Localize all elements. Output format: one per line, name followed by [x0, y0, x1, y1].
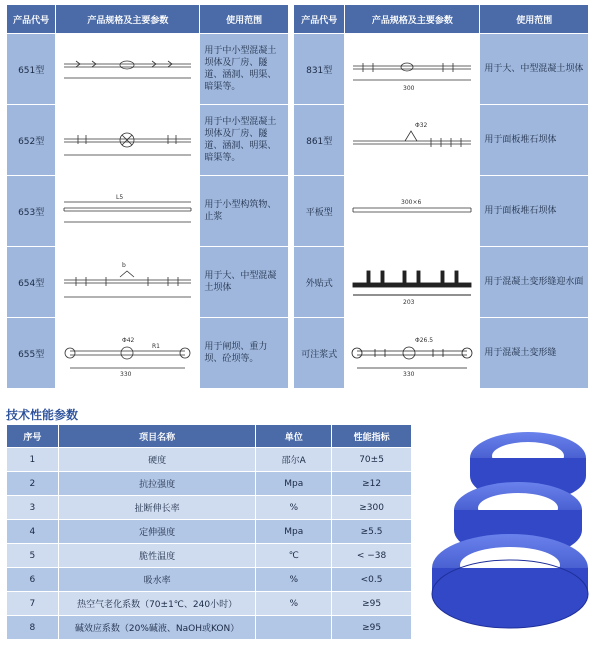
item-value: <0.5	[332, 568, 412, 592]
item-unit: %	[256, 592, 332, 616]
table-row	[294, 105, 589, 176]
table-row	[7, 247, 289, 318]
spec-drawing-flat	[345, 176, 480, 247]
table-row	[294, 34, 589, 105]
row-number: 2	[7, 472, 59, 496]
dim-label: Φ32	[415, 122, 428, 129]
table-row	[7, 34, 289, 105]
item-value: < −38	[332, 544, 412, 568]
table-row	[7, 568, 412, 592]
table-row	[7, 176, 289, 247]
section-title: 技术性能参数	[6, 408, 79, 422]
left-header-spec: 产品规格及主要参数	[56, 5, 200, 34]
item-unit: Mpa	[256, 520, 332, 544]
product-code: 654型	[7, 247, 56, 318]
usage-text: 用于混凝土变形缝	[480, 318, 589, 389]
dim-label: 330	[403, 371, 415, 378]
item-value: ≥300	[332, 496, 412, 520]
row-number: 6	[7, 568, 59, 592]
item-unit: Mpa	[256, 472, 332, 496]
tech-header-value: 性能指标	[332, 425, 412, 448]
item-name: 硬度	[58, 448, 256, 472]
item-value: ≥95	[332, 592, 412, 616]
spec-drawing-651	[56, 34, 200, 105]
item-value: ≥12	[332, 472, 412, 496]
right-header-use: 使用范围	[480, 5, 589, 34]
table-row	[7, 496, 412, 520]
tech-spec-table	[6, 424, 412, 640]
dim-label: R1	[152, 343, 161, 350]
item-name: 热空气老化系数（70±1℃、240小时）	[58, 592, 256, 616]
table-row	[7, 616, 412, 640]
spec-drawing-655	[56, 318, 200, 389]
left-header-use: 使用范围	[200, 5, 289, 34]
row-number: 8	[7, 616, 59, 640]
tech-header-unit: 单位	[256, 425, 332, 448]
spec-drawing-654	[56, 247, 200, 318]
product-code: 651型	[7, 34, 56, 105]
item-unit: ℃	[256, 544, 332, 568]
spec-drawing-external	[345, 247, 480, 318]
spec-drawing-grout	[345, 318, 480, 389]
usage-text: 用于小型构筑物、止浆	[200, 176, 289, 247]
table-row	[7, 520, 412, 544]
dim-label: 330	[120, 371, 132, 378]
dim-label: 203	[403, 299, 415, 306]
row-number: 4	[7, 520, 59, 544]
product-code: 653型	[7, 176, 56, 247]
spec-drawing-831	[345, 34, 480, 105]
item-value: 70±5	[332, 448, 412, 472]
spec-drawing-861	[345, 105, 480, 176]
item-name: 定伸强度	[58, 520, 256, 544]
table-row	[7, 318, 289, 389]
item-name: 脆性温度	[58, 544, 256, 568]
table-row	[7, 592, 412, 616]
spec-drawing-652	[56, 105, 200, 176]
table-row	[7, 472, 412, 496]
right-product-table	[293, 4, 589, 389]
usage-text: 用于大、中型混凝土坝体	[200, 247, 289, 318]
dim-label: Φ42	[122, 337, 135, 344]
table-row	[7, 105, 289, 176]
item-name: 吸水率	[58, 568, 256, 592]
usage-text: 用于闸坝、重力坝、砼坝等。	[200, 318, 289, 389]
table-row	[7, 448, 412, 472]
usage-text: 用于混凝土变形缝迎水面	[480, 247, 589, 318]
right-header-spec: 产品规格及主要参数	[345, 5, 480, 34]
item-name: 碱效应系数（20%碱液、NaOH或KON）	[58, 616, 256, 640]
right-header-code: 产品代号	[294, 5, 345, 34]
usage-text: 用于面板堆石坝体	[480, 105, 589, 176]
item-value: ≥95	[332, 616, 412, 640]
product-code: 652型	[7, 105, 56, 176]
item-unit: %	[256, 496, 332, 520]
tech-header-name: 项目名称	[58, 425, 256, 448]
usage-text: 用于中小型混凝土坝体及厂房、隧道、涵洞、明渠、暗渠等。	[200, 105, 289, 176]
dim-label: Φ26.5	[415, 337, 434, 344]
tech-header-no: 序号	[7, 425, 59, 448]
usage-text: 用于面板堆石坝体	[480, 176, 589, 247]
row-number: 3	[7, 496, 59, 520]
dim-label: b	[122, 262, 127, 269]
usage-text: 用于中小型混凝土坝体及厂房、隧道、涵洞、明渠、暗渠等。	[200, 34, 289, 105]
product-code: 831型	[294, 34, 345, 105]
dim-label: 300×6	[401, 199, 422, 206]
product-code: 外贴式	[294, 247, 345, 318]
item-unit: %	[256, 568, 332, 592]
product-code: 655型	[7, 318, 56, 389]
table-row	[294, 176, 589, 247]
item-value: ≥5.5	[332, 520, 412, 544]
product-code: 可注浆式	[294, 318, 345, 389]
left-header-code: 产品代号	[7, 5, 56, 34]
spec-drawing-653	[56, 176, 200, 247]
table-row	[294, 247, 589, 318]
table-row	[7, 544, 412, 568]
product-code: 平板型	[294, 176, 345, 247]
dim-label: 300	[403, 85, 415, 92]
usage-text: 用于大、中型混凝土坝体	[480, 34, 589, 105]
item-unit: 邵尔A	[256, 448, 332, 472]
product-rolls-image	[418, 418, 590, 642]
item-unit	[256, 616, 332, 640]
row-number: 7	[7, 592, 59, 616]
product-code: 861型	[294, 105, 345, 176]
row-number: 5	[7, 544, 59, 568]
row-number: 1	[7, 448, 59, 472]
table-row	[294, 318, 589, 389]
dim-label: L5	[116, 194, 124, 201]
left-product-table	[6, 4, 289, 389]
item-name: 抗拉强度	[58, 472, 256, 496]
item-name: 扯断伸长率	[58, 496, 256, 520]
